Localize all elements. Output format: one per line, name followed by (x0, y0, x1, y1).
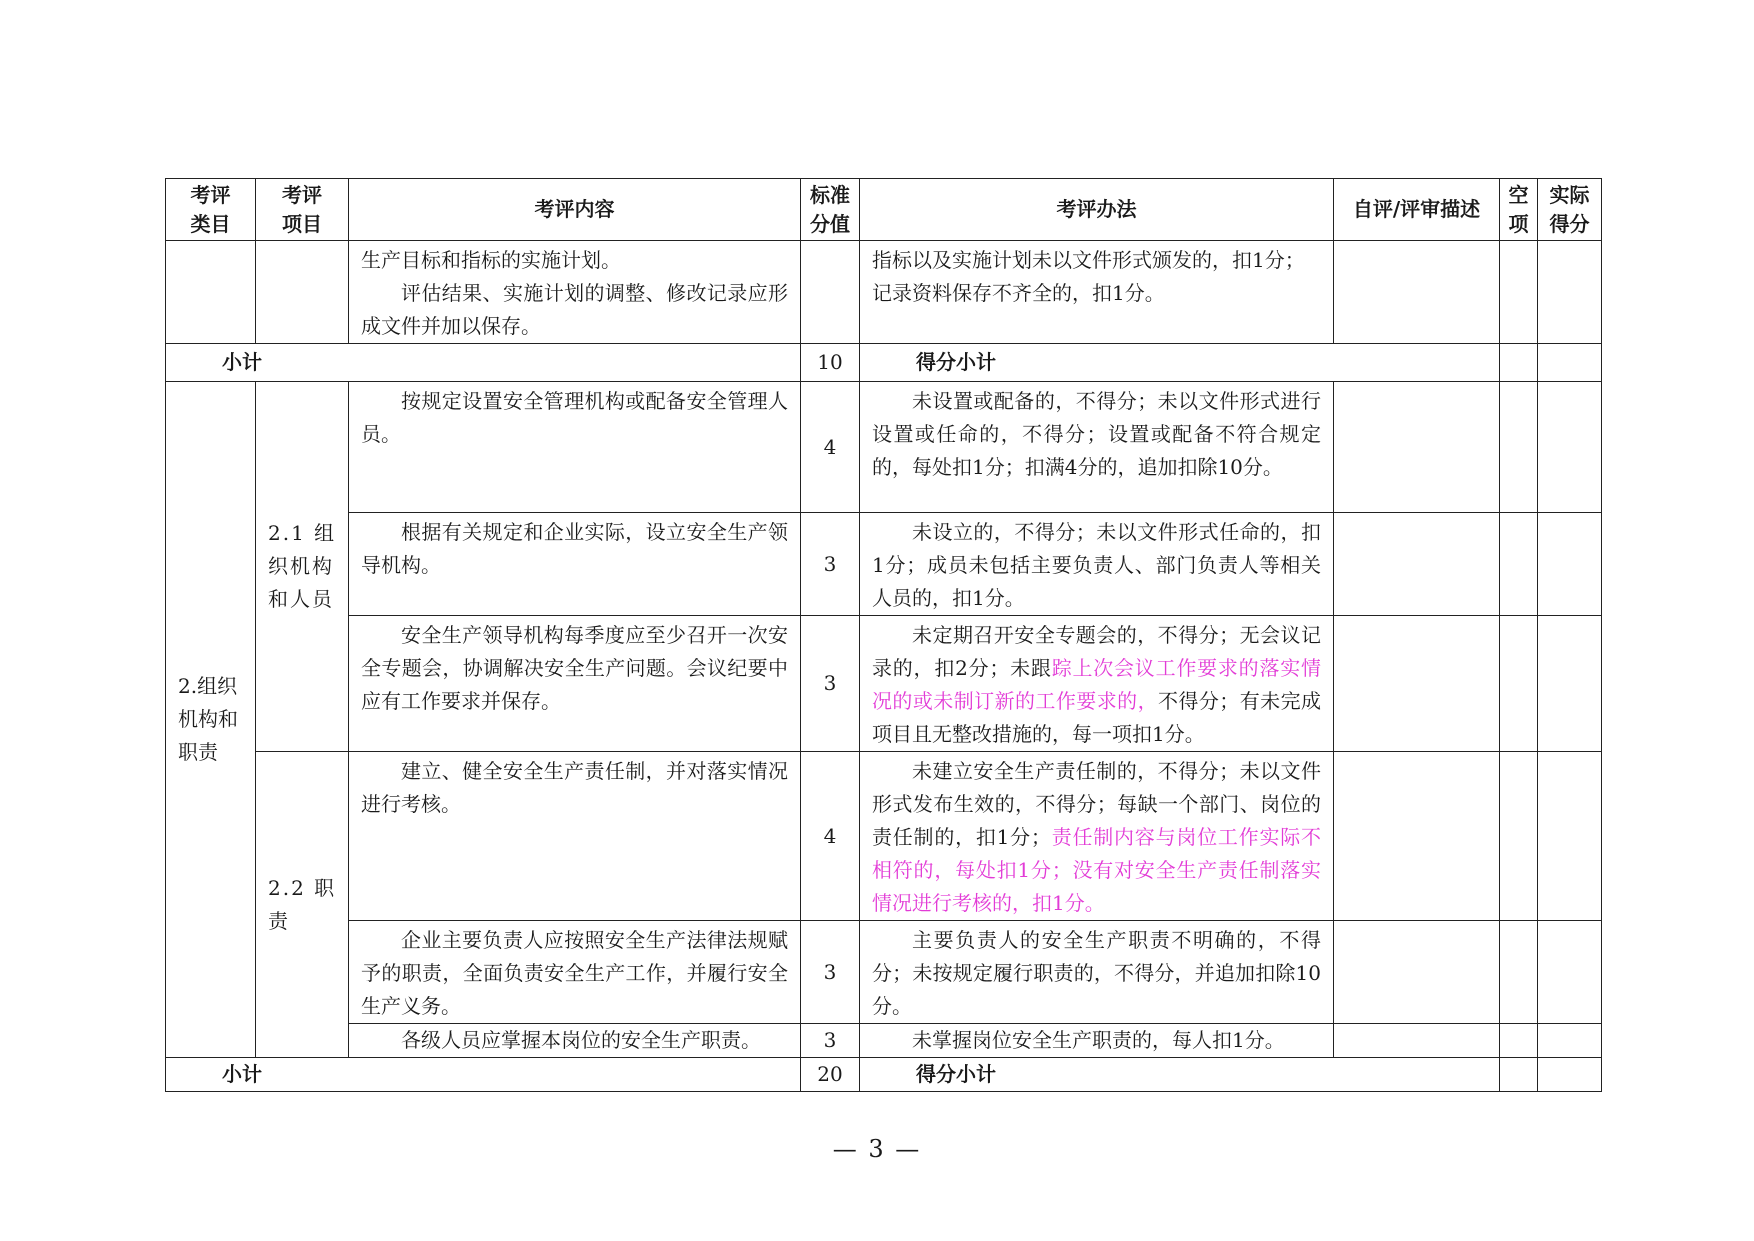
item-cell: 2.2 职责 (256, 752, 349, 1058)
score-cell: 4 (801, 752, 860, 921)
header-content: 考评内容 (349, 179, 801, 241)
table-row (166, 921, 1602, 1024)
subtotal-score: 10 (801, 344, 860, 382)
subtotal-score: 20 (801, 1058, 860, 1092)
score-cell: 3 (801, 616, 860, 752)
score-cell: 3 (801, 1024, 860, 1058)
subtotal-method: 得分小计 (860, 344, 1500, 382)
method-cell: 未定期召开安全专题会的，不得分；无会议记录的，扣2分；未跟踪上次会议工作要求的落实情况的或未制订新的工作要求的，不得分；有未完成项目且无整改措施的，每一项扣1分。 (860, 616, 1334, 752)
method-cell: 未设置或配备的，不得分；未以文件形式进行设置或任命的，不得分；设置或配备不符合规定的，每处扣1分；扣满4分的，追加扣除10分。 (860, 382, 1334, 513)
header-method: 考评办法 (860, 179, 1334, 241)
table-row (166, 752, 1602, 921)
content-cell: 生产目标和指标的实施计划。 评估结果、实施计划的调整、修改记录应形成文件并加以保存。 (349, 241, 801, 344)
table-row (166, 382, 1602, 513)
score-cell: 3 (801, 921, 860, 1024)
header-row (166, 179, 1602, 241)
header-score: 标准 分值 (801, 179, 860, 241)
subtotal-row (166, 1058, 1602, 1092)
content-cell: 建立、健全安全生产责任制，并对落实情况进行考核。 (349, 752, 801, 921)
highlighted-text: 踪上次会议工作要求的落实情况的或未制订新的工作要求的， (872, 656, 1321, 713)
table-row (166, 241, 1602, 344)
content-cell: 各级人员应掌握本岗位的安全生产职责。 (349, 1024, 801, 1058)
header-item: 考评 项目 (256, 179, 349, 241)
method-cell: 未设立的，不得分；未以文件形式任命的，扣1分；成员未包括主要负责人、部门负责人等相关人员的，扣1分。 (860, 513, 1334, 616)
header-blank: 空 项 (1500, 179, 1538, 241)
method-cell: 主要负责人的安全生产职责不明确的，不得分；未按规定履行职责的，不得分，并追加扣除10分。 (860, 921, 1334, 1024)
item-cell: 2.1 组织机构和人员 (256, 382, 349, 752)
category-cell: 2.组织机构和职责 (166, 382, 256, 1058)
content-cell: 按规定设置安全管理机构或配备安全管理人员。 (349, 382, 801, 513)
subtotal-label: 小计 (166, 344, 801, 382)
score-cell: 3 (801, 513, 860, 616)
table-row (166, 1024, 1602, 1058)
table-row (166, 513, 1602, 616)
header-review: 自评/评审描述 (1334, 179, 1500, 241)
content-cell: 根据有关规定和企业实际，设立安全生产领导机构。 (349, 513, 801, 616)
evaluation-table (165, 178, 1602, 1092)
method-cell: 指标以及实施计划未以文件形式颁发的，扣1分； 记录资料保存不齐全的，扣1分。 (860, 241, 1334, 344)
method-cell: 未掌握岗位安全生产职责的，每人扣1分。 (860, 1024, 1334, 1058)
header-category: 考评 类目 (166, 179, 256, 241)
header-actual: 实际 得分 (1538, 179, 1602, 241)
page-number: — 3 — (832, 1135, 922, 1163)
table-row (166, 616, 1602, 752)
highlighted-text: 责任制内容与岗位工作实际不相符的，每处扣1分；没有对安全生产责任制落实情况进行考核的，扣1分。 (872, 825, 1321, 915)
subtotal-row (166, 344, 1602, 382)
content-cell: 安全生产领导机构每季度应至少召开一次安全专题会，协调解决安全生产问题。会议纪要中应有工作要求并保存。 (349, 616, 801, 752)
method-cell: 未建立安全生产责任制的，不得分；未以文件形式发布生效的，不得分；每缺一个部门、岗位的责任制的，扣1分；责任制内容与岗位工作实际不相符的，每处扣1分；没有对安全生产责任制落实情况进行考核的，扣1分。 (860, 752, 1334, 921)
subtotal-label: 小计 (166, 1058, 801, 1092)
content-cell: 企业主要负责人应按照安全生产法律法规赋予的职责，全面负责安全生产工作，并履行安全生产义务。 (349, 921, 801, 1024)
score-cell: 4 (801, 382, 860, 513)
subtotal-method: 得分小计 (860, 1058, 1500, 1092)
